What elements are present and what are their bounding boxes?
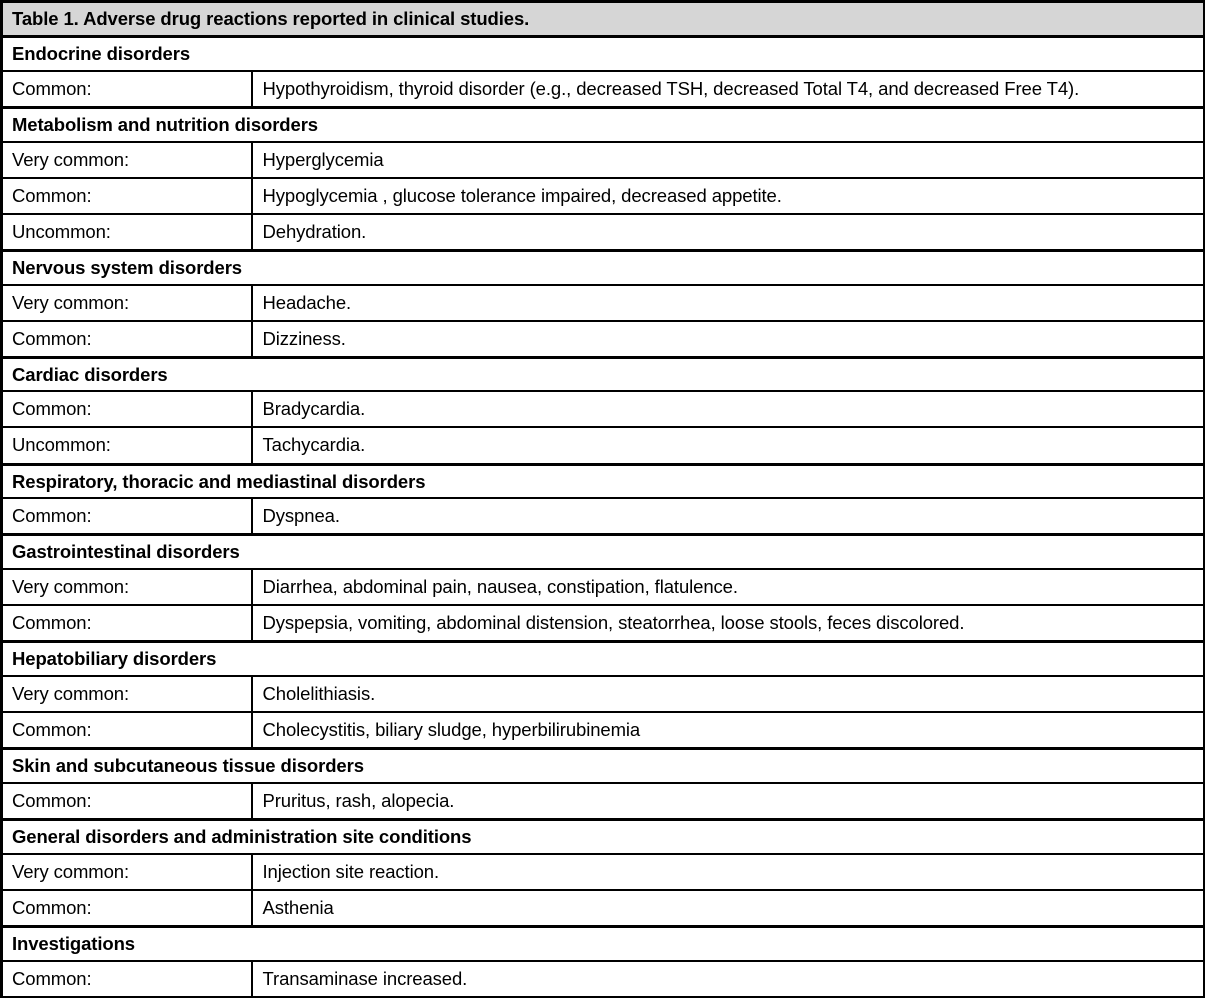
frequency-cell: Uncommon: <box>2 427 252 464</box>
reaction-term-cell: Pruritus, rash, alopecia. <box>252 783 1205 820</box>
frequency-cell: Common: <box>2 605 252 642</box>
section-title: Respiratory, thoracic and mediastinal disorders <box>2 464 1205 498</box>
frequency-cell: Very common: <box>2 854 252 890</box>
table-row <box>2 321 1205 358</box>
section-header-row <box>2 357 1205 391</box>
reaction-term-cell: Bradycardia. <box>252 391 1205 427</box>
reaction-term-cell: Headache. <box>252 285 1205 321</box>
reaction-term-cell: Dizziness. <box>252 321 1205 358</box>
section-header-row <box>2 464 1205 498</box>
table-body <box>2 2 1205 997</box>
reaction-term-cell: Hyperglycemia <box>252 142 1205 178</box>
reaction-term-cell: Hypothyroidism, thyroid disorder (e.g., decreased TSH, decreased Total T4, and decreased Free T4). <box>252 71 1205 108</box>
section-title: General disorders and administration site conditions <box>2 820 1205 854</box>
section-title: Gastrointestinal disorders <box>2 535 1205 569</box>
frequency-cell: Very common: <box>2 676 252 712</box>
frequency-cell: Very common: <box>2 569 252 605</box>
table-row <box>2 854 1205 890</box>
frequency-cell: Common: <box>2 961 252 997</box>
table-caption: Table 1. Adverse drug reactions reported in clinical studies. <box>2 2 1205 37</box>
frequency-cell: Common: <box>2 321 252 358</box>
reaction-term-cell: Diarrhea, abdominal pain, nausea, constipation, flatulence. <box>252 569 1205 605</box>
section-header-row <box>2 107 1205 141</box>
table-row <box>2 391 1205 427</box>
frequency-cell: Uncommon: <box>2 214 252 251</box>
section-title: Metabolism and nutrition disorders <box>2 107 1205 141</box>
frequency-cell: Common: <box>2 498 252 535</box>
reaction-term-cell: Tachycardia. <box>252 427 1205 464</box>
reaction-term-cell: Cholecystitis, biliary sludge, hyperbilirubinemia <box>252 712 1205 749</box>
section-title: Nervous system disorders <box>2 250 1205 284</box>
frequency-cell: Common: <box>2 890 252 927</box>
reaction-term-cell: Transaminase increased. <box>252 961 1205 997</box>
table-row <box>2 890 1205 927</box>
table-row <box>2 142 1205 178</box>
table-row <box>2 783 1205 820</box>
reaction-term-cell: Dehydration. <box>252 214 1205 251</box>
table-row <box>2 605 1205 642</box>
table-row <box>2 214 1205 251</box>
frequency-cell: Common: <box>2 783 252 820</box>
section-header-row <box>2 36 1205 70</box>
section-title: Endocrine disorders <box>2 36 1205 70</box>
table-row <box>2 712 1205 749</box>
table-row <box>2 676 1205 712</box>
section-title: Hepatobiliary disorders <box>2 642 1205 676</box>
section-header-row <box>2 749 1205 783</box>
table-row <box>2 178 1205 214</box>
frequency-cell: Common: <box>2 178 252 214</box>
section-title: Cardiac disorders <box>2 357 1205 391</box>
reaction-term-cell: Asthenia <box>252 890 1205 927</box>
reaction-term-cell: Dyspnea. <box>252 498 1205 535</box>
table-row <box>2 71 1205 108</box>
frequency-cell: Very common: <box>2 285 252 321</box>
table-row <box>2 569 1205 605</box>
section-header-row <box>2 927 1205 961</box>
table-row <box>2 427 1205 464</box>
section-header-row <box>2 250 1205 284</box>
reaction-term-cell: Hypoglycemia , glucose tolerance impaired, decreased appetite. <box>252 178 1205 214</box>
reaction-term-cell: Dyspepsia, vomiting, abdominal distension, steatorrhea, loose stools, feces discolored. <box>252 605 1205 642</box>
frequency-cell: Very common: <box>2 142 252 178</box>
frequency-cell: Common: <box>2 391 252 427</box>
reaction-term-cell: Cholelithiasis. <box>252 676 1205 712</box>
table-row <box>2 498 1205 535</box>
section-header-row <box>2 535 1205 569</box>
section-title: Investigations <box>2 927 1205 961</box>
table-row <box>2 285 1205 321</box>
reaction-term-cell: Injection site reaction. <box>252 854 1205 890</box>
section-title: Skin and subcutaneous tissue disorders <box>2 749 1205 783</box>
table-caption-row <box>2 2 1205 37</box>
frequency-cell: Common: <box>2 71 252 108</box>
section-header-row <box>2 642 1205 676</box>
frequency-cell: Common: <box>2 712 252 749</box>
section-header-row <box>2 820 1205 854</box>
table-row <box>2 961 1205 997</box>
